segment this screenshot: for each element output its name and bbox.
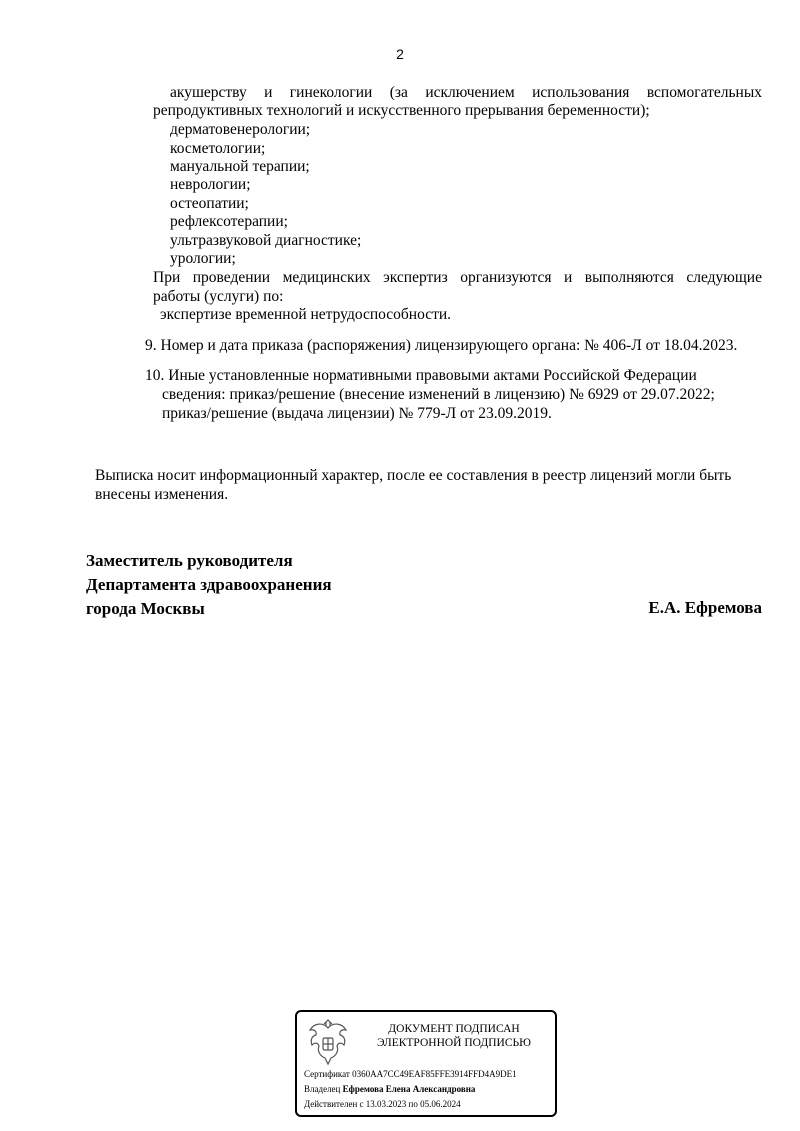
list-item: мануальной терапии; [170,158,310,175]
electronic-signature-stamp [295,1010,557,1117]
certificate-validity: Действителен с 13.03.2023 по 05.06.2024 [304,1099,461,1109]
signatory-position [86,549,332,621]
list-item: урологии; [170,250,236,267]
text-line: работы (услуги) по: [153,288,284,305]
list-item: рефлексотерапии; [170,213,288,230]
disclaimer-line: внесены изменения. [95,486,229,503]
certificate-owner [304,1083,475,1095]
list-item: ультразвуковой диагностике; [170,232,362,249]
text-line: приказ/решение (выдача лицензии) № 779-Л от 23.09.2019. [162,405,552,422]
disclaimer-line: Выписка носит информационный характер, после ее составления в реестр лицензий могли быть [95,467,732,484]
certificate-number: Сертификат 0360AA7CC49EAF85FFE3914FFD4A9DE1 [304,1069,517,1079]
owner-label: Владелец [304,1084,341,1094]
text-line: экспертизе временной нетрудоспособности. [160,306,452,323]
list-item: дерматовенерологии; [170,121,311,138]
text-line: При проведении медицинских экспертиз организуются и выполняются следующие [153,269,762,286]
stamp-title-line: ЭЛЕКТРОННОЙ ПОДПИСЬЮ [377,1037,531,1049]
owner-name: Ефремова Елена Александровна [342,1084,476,1094]
stamp-title-line: ДОКУМЕНТ ПОДПИСАН [388,1023,520,1035]
text-line: репродуктивных технологий и искусственного прерывания беременности); [153,102,650,119]
position-line: Заместитель руководителя [86,551,293,570]
item-9: 9. Номер и дата приказа (распоряжения) лицензирующего органа: № 406-Л от 18.04.2023. [145,337,738,354]
text-line: сведения: приказ/решение (внесение изменений в лицензию) № 6929 от 29.07.2022; [162,386,715,403]
item-10: 10. Иные установленные нормативными правовыми актами Российской Федерации [145,367,697,384]
stamp-title [359,1022,549,1050]
coat-of-arms-icon [305,1018,351,1068]
position-line: города Москвы [86,599,205,618]
list-item: остеопатии; [170,195,249,212]
position-line: Департамента здравоохранения [86,575,332,594]
list-item: неврологии; [170,176,251,193]
signatory-name: Е.А. Ефремова [648,598,762,617]
text-line: акушерству и гинекологии (за исключением использования вспомогательных [170,84,762,101]
list-item: косметологии; [170,140,266,157]
page-number: 2 [396,46,404,62]
